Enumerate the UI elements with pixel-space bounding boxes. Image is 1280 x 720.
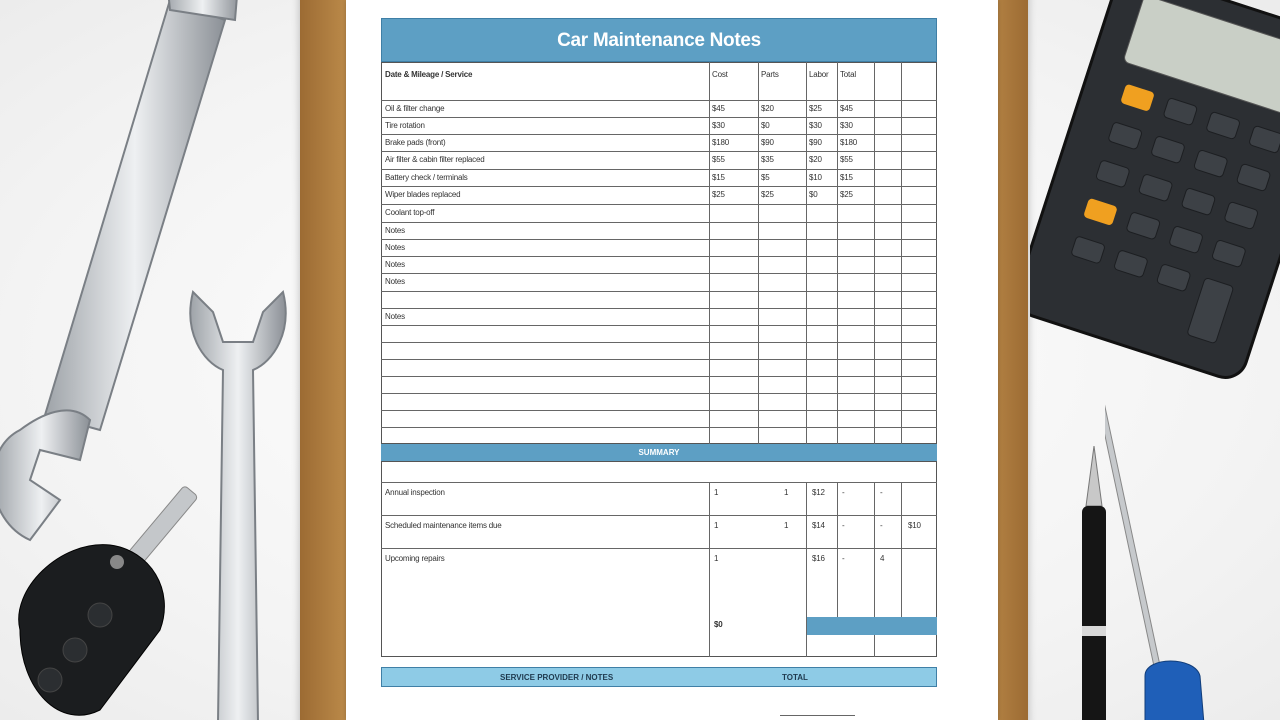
table-cell: $30 (809, 121, 822, 130)
table-cell: $55 (712, 155, 725, 164)
table-cell: $25 (712, 190, 725, 199)
table-cell: $25 (840, 190, 853, 199)
summary-cell: 4 (880, 554, 885, 563)
table-header: Parts (761, 70, 779, 79)
table-cell: $25 (809, 104, 822, 113)
table-row: Notes (385, 226, 405, 235)
table-cell: $180 (840, 138, 857, 147)
table-cell: $15 (840, 173, 853, 182)
footer-bar (381, 667, 937, 687)
table-cell: $90 (809, 138, 822, 147)
summary-total-bar (807, 617, 937, 635)
table-row: Oil & filter change (385, 104, 445, 113)
summary-row: Annual inspection (385, 488, 445, 497)
table-cell: $20 (809, 155, 822, 164)
summary-cell: - (880, 488, 883, 497)
table-row: Brake pads (front) (385, 138, 446, 147)
table-row: Notes (385, 312, 405, 321)
footer-left-label: SERVICE PROVIDER / NOTES (500, 673, 614, 682)
summary-cell: 1 (714, 521, 719, 530)
table-cell: $30 (712, 121, 725, 130)
table-row: Notes (385, 260, 405, 269)
table-cell: $5 (761, 173, 770, 182)
summary-cell: - (842, 488, 845, 497)
table-cell: $0 (761, 121, 770, 130)
service-log-table (381, 62, 937, 444)
table-row: Tire rotation (385, 121, 425, 130)
table-cell: $35 (761, 155, 774, 164)
table-cell: $90 (761, 138, 774, 147)
summary-total: $0 (714, 620, 723, 629)
summary-cell: $14 (812, 521, 825, 530)
table-cell: $180 (712, 138, 729, 147)
calculator-icon (1030, 0, 1280, 380)
table-row: Notes (385, 277, 405, 286)
summary-header: SUMMARY (381, 444, 937, 461)
table-row: Wiper blades replaced (385, 190, 461, 199)
summary-cell: - (842, 554, 845, 563)
table-header: Date & Mileage / Service (385, 70, 473, 79)
table-cell: $0 (809, 190, 818, 199)
sheet-title: Car Maintenance Notes (381, 18, 937, 62)
table-cell: $55 (840, 155, 853, 164)
summary-row: Upcoming repairs (385, 554, 445, 563)
summary-cell: $10 (908, 521, 921, 530)
summary-cell: - (842, 521, 845, 530)
table-cell: $15 (712, 173, 725, 182)
table-header: Labor (809, 70, 829, 79)
table-cell: $20 (761, 104, 774, 113)
table-row: Air filter & cabin filter replaced (385, 155, 485, 164)
table-header: Total (840, 70, 856, 79)
screwdriver-icon (1105, 336, 1225, 720)
footer-right-label: TOTAL (782, 673, 808, 682)
summary-cell: 1 (784, 521, 789, 530)
summary-cell: $16 (812, 554, 825, 563)
table-cell: $25 (761, 190, 774, 199)
table-cell: $45 (840, 104, 853, 113)
table-cell: $30 (840, 121, 853, 130)
table-cell: $45 (712, 104, 725, 113)
table-cell: $10 (809, 173, 822, 182)
table-row: Notes (385, 243, 405, 252)
summary-cell: $12 (812, 488, 825, 497)
summary-cell: 1 (784, 488, 789, 497)
table-row: Battery check / terminals (385, 173, 468, 182)
table-header: Cost (712, 70, 728, 79)
summary-cell: 1 (714, 488, 719, 497)
table-row: Coolant top-off (385, 208, 435, 217)
summary-cell: - (880, 521, 883, 530)
car-key-icon (0, 470, 230, 720)
summary-row: Scheduled maintenance items due (385, 521, 502, 530)
summary-cell: 1 (714, 554, 719, 563)
